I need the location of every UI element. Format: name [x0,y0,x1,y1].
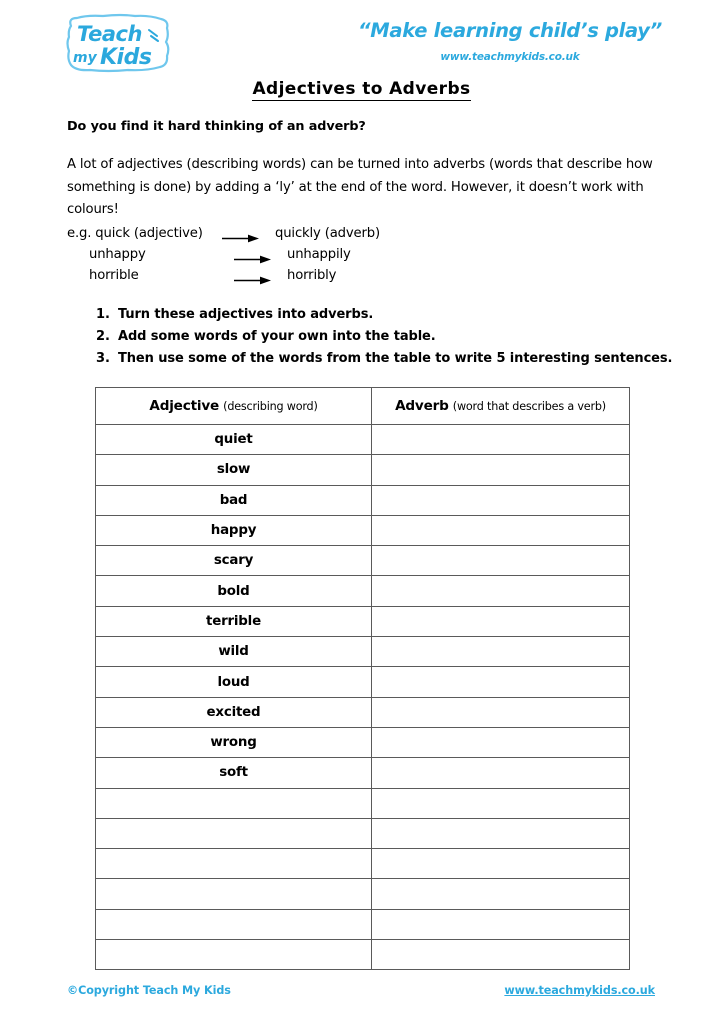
task-number: 2. [96,329,110,344]
example-adjective: unhappy [89,247,146,262]
tagline: “Make learning child’s play” [358,19,662,42]
example-adverb: horribly [287,268,337,283]
adjective-cell: quiet [96,425,372,455]
adjective-blank-cell[interactable] [96,909,372,939]
svg-text:Kids: Kids [100,45,152,70]
adjective-adverb-table [95,387,630,970]
table-row [96,727,630,757]
task-number: 1. [96,307,110,322]
right-arrow-icon [234,276,271,285]
table-row-blank [96,818,630,848]
table-row [96,485,630,515]
example-row [67,226,487,247]
teach-my-kids-logo [57,12,182,74]
adverb-blank-cell[interactable] [372,849,630,879]
adverb-answer-cell[interactable] [372,515,630,545]
adverb-blank-cell[interactable] [372,879,630,909]
table-body [96,425,630,970]
header-website-url: www.teachmykids.co.uk [440,51,580,63]
adverb-answer-cell[interactable] [372,637,630,667]
table-row-blank [96,788,630,818]
example-row [67,268,487,289]
example-adverb: quickly (adverb) [275,226,380,241]
page-title-text: Adjectives to Adverbs [252,79,471,99]
adjective-cell: excited [96,697,372,727]
adjective-cell: terrible [96,606,372,636]
copyright-text: ©Copyright Teach My Kids [67,984,231,997]
task-text: Turn these adjectives into adverbs. [118,307,374,322]
svg-text:Teach: Teach [77,22,142,46]
adverb-blank-cell[interactable] [372,909,630,939]
task-list [96,307,696,373]
adverb-answer-cell[interactable] [372,425,630,455]
adjective-blank-cell[interactable] [96,879,372,909]
adverb-answer-cell[interactable] [372,606,630,636]
table-row-blank [96,909,630,939]
example-row [67,247,487,268]
adjective-cell: soft [96,758,372,788]
adjective-cell: slow [96,455,372,485]
task-item [96,329,696,351]
adverb-answer-cell[interactable] [372,697,630,727]
task-item [96,351,696,373]
table-header-adverb [372,388,630,425]
page-title [0,79,723,99]
table-row [96,455,630,485]
adjective-cell: scary [96,546,372,576]
table-header-adjective-main: Adjective [149,398,220,414]
table-header-adverb-main: Adverb [395,398,449,414]
adverb-answer-cell[interactable] [372,485,630,515]
page-footer [0,984,723,1004]
table-header-adjective-sub: (describing word) [223,400,318,413]
adjective-blank-cell[interactable] [96,940,372,970]
adjective-blank-cell[interactable] [96,849,372,879]
adverb-answer-cell[interactable] [372,546,630,576]
table-header-adjective [96,388,372,425]
adverb-answer-cell[interactable] [372,667,630,697]
adjective-blank-cell[interactable] [96,788,372,818]
adjective-cell: wild [96,637,372,667]
page-header [0,0,723,76]
examples-block [67,226,487,289]
adjective-cell: happy [96,515,372,545]
table-row [96,425,630,455]
example-adjective: horrible [89,268,139,283]
adjective-blank-cell[interactable] [96,818,372,848]
table-row [96,546,630,576]
table-row-blank [96,879,630,909]
adverb-answer-cell[interactable] [372,727,630,757]
right-arrow-icon [222,234,259,243]
intro-question: Do you find it hard thinking of an adverb? [67,119,366,134]
svg-text:my: my [73,50,97,66]
adverb-blank-cell[interactable] [372,940,630,970]
table-row [96,697,630,727]
task-text: Add some words of your own into the table. [118,329,436,344]
adverb-answer-cell[interactable] [372,455,630,485]
table-row [96,515,630,545]
table-row-blank [96,849,630,879]
example-adverb: unhappily [287,247,351,262]
table-row [96,758,630,788]
task-number: 3. [96,351,110,366]
intro-paragraph: A lot of adjectives (describing words) can be turned into adverbs (words that describe how something is done) by adding a ‘ly’ at the end of the word. However, it doesn’t work with colours! [67,157,653,217]
adjective-cell: bad [96,485,372,515]
adjective-cell: wrong [96,727,372,757]
task-item [96,307,696,329]
adjective-cell: loud [96,667,372,697]
adverb-blank-cell[interactable] [372,818,630,848]
table-row [96,576,630,606]
table-row-blank [96,940,630,970]
adjective-cell: bold [96,576,372,606]
table-row [96,667,630,697]
adverb-blank-cell[interactable] [372,788,630,818]
example-adjective: e.g. quick (adjective) [67,226,203,241]
table-header-row [96,388,630,425]
adverb-answer-cell[interactable] [372,758,630,788]
footer-website-link[interactable]: www.teachmykids.co.uk [504,984,655,997]
table-header-adverb-sub: (word that describes a verb) [452,400,606,413]
table-row [96,637,630,667]
right-arrow-icon [234,255,271,264]
table-row [96,606,630,636]
adverb-answer-cell[interactable] [372,576,630,606]
task-text: Then use some of the words from the table to write 5 interesting sentences. [118,351,673,366]
